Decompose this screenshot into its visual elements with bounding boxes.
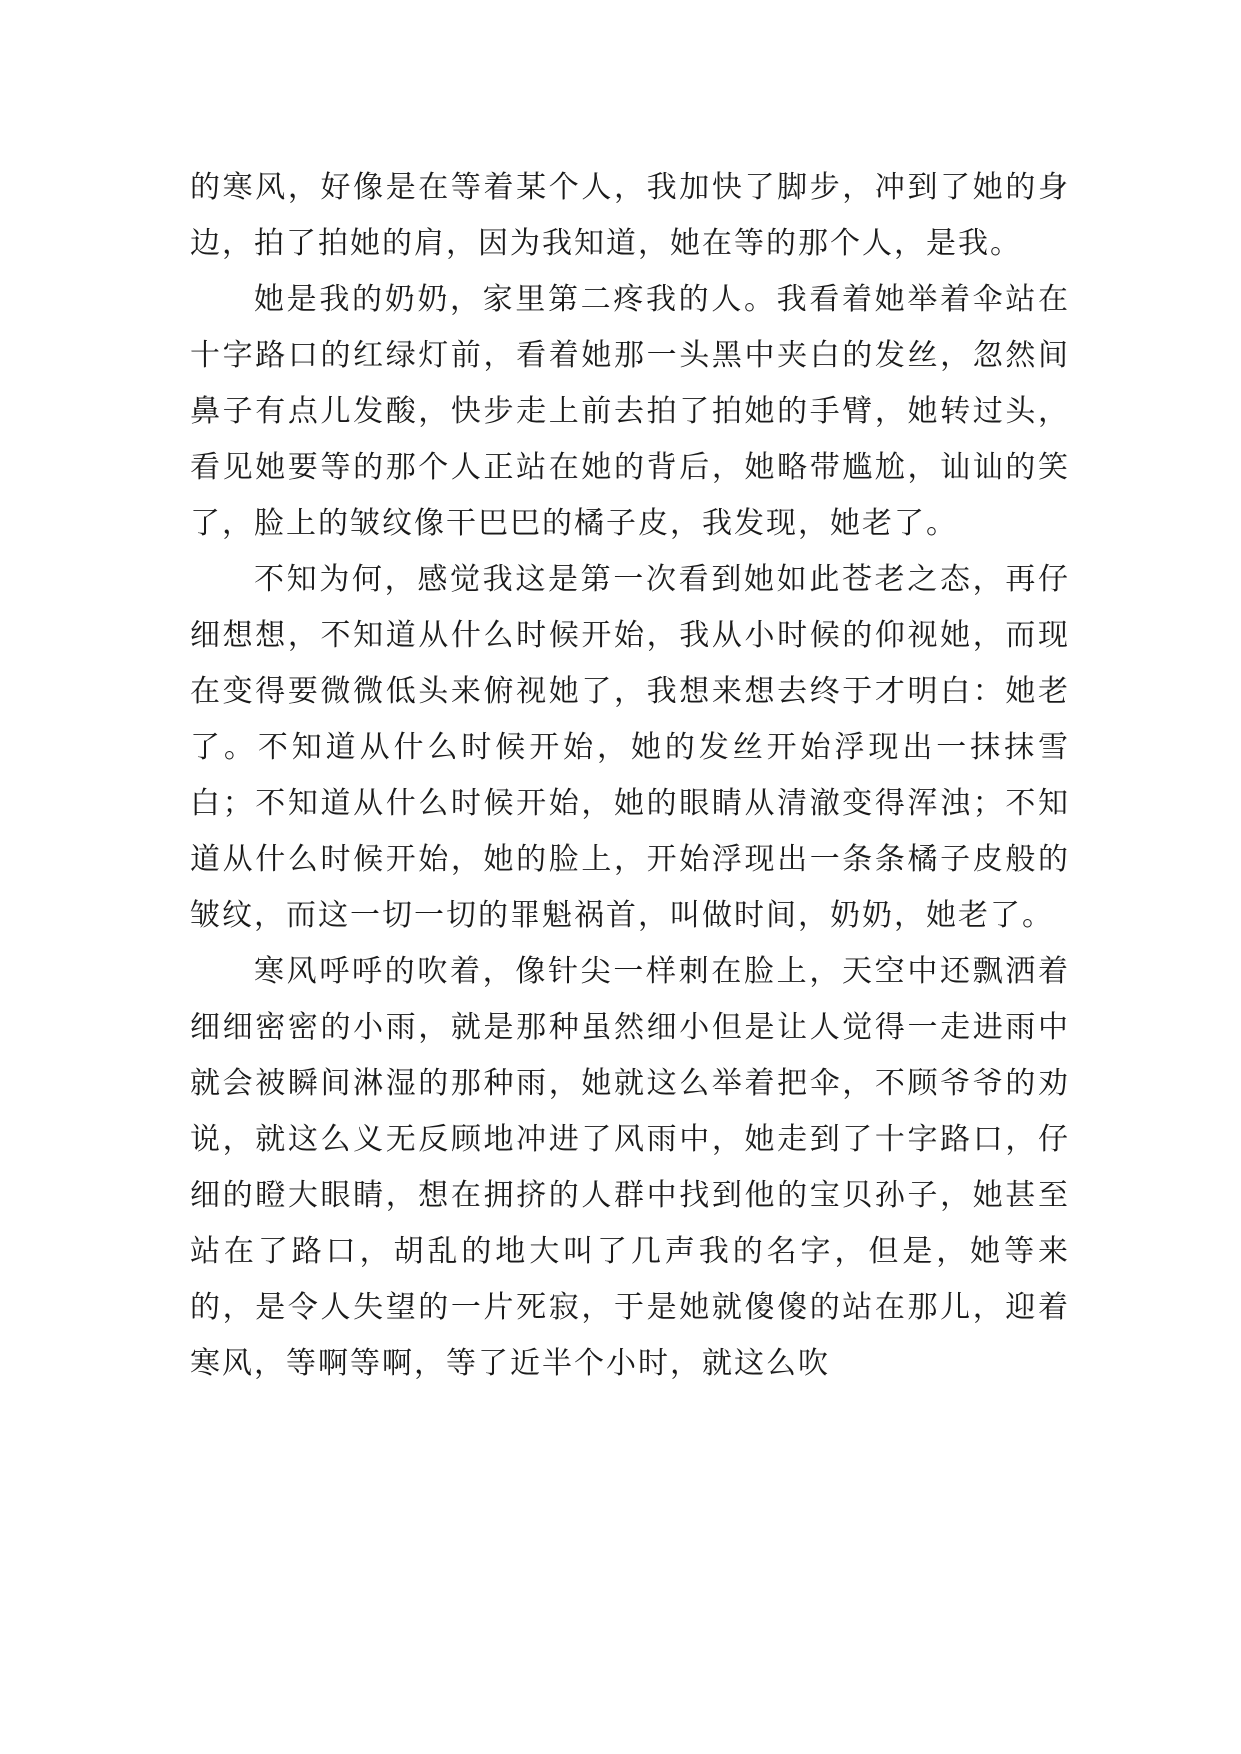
paragraph-2: 她是我的奶奶，家里第二疼我的人。我看着她举着伞站在十字路口的红绿灯前，看着她那一头黑中夹白的发丝，忽然间鼻子有点儿发酸，快步走上前去拍了拍她的手臂，她转过头，看见她要等的那个人正站在她的背后，她略带尴尬，讪讪的笑了，脸上的皱纹像干巴巴的橘子皮，我发现，她老了。 <box>190 282 1070 541</box>
paragraph-3: 不知为何，感觉我这是第一次看到她如此苍老之态，再仔细想想，不知道从什么时候开始，我从小时候的仰视她，而现在变得要微微低头来俯视她了，我想来想去终于才明白：她老了。不知道从什么时候开始，她的发丝开始浮现出一抹抹雪白；不知道从什么时候开始，她的眼睛从清澈变得浑浊；不知道从什么时候开始，她的脸上，开始浮现出一条条橘子皮般的皱纹，而这一切一切的罪魁祸首，叫做时间，奶奶，她老了。 <box>190 562 1070 933</box>
paragraph-4: 寒风呼呼的吹着，像针尖一样刺在脸上，天空中还飘洒着细细密密的小雨，就是那种虽然细小但是让人觉得一走进雨中就会被瞬间淋湿的那种雨，她就这么举着把伞，不顾爷爷的劝说，就这么义无反顾地冲进了风雨中，她走到了十字路口，仔细的瞪大眼睛，想在拥挤的人群中找到他的宝贝孙子，她甚至站在了路口，胡乱的地大叫了几声我的名字，但是，她等来的，是令人失望的一片死寂，于是她就傻傻的站在那儿，迎着寒风，等啊等啊，等了近半个小时，就这么吹 <box>190 954 1070 1381</box>
body-text <box>190 160 1070 1392</box>
paragraph-1: 的寒风，好像是在等着某个人，我加快了脚步，冲到了她的身边，拍了拍她的肩，因为我知道，她在等的那个人，是我。 <box>190 170 1070 261</box>
